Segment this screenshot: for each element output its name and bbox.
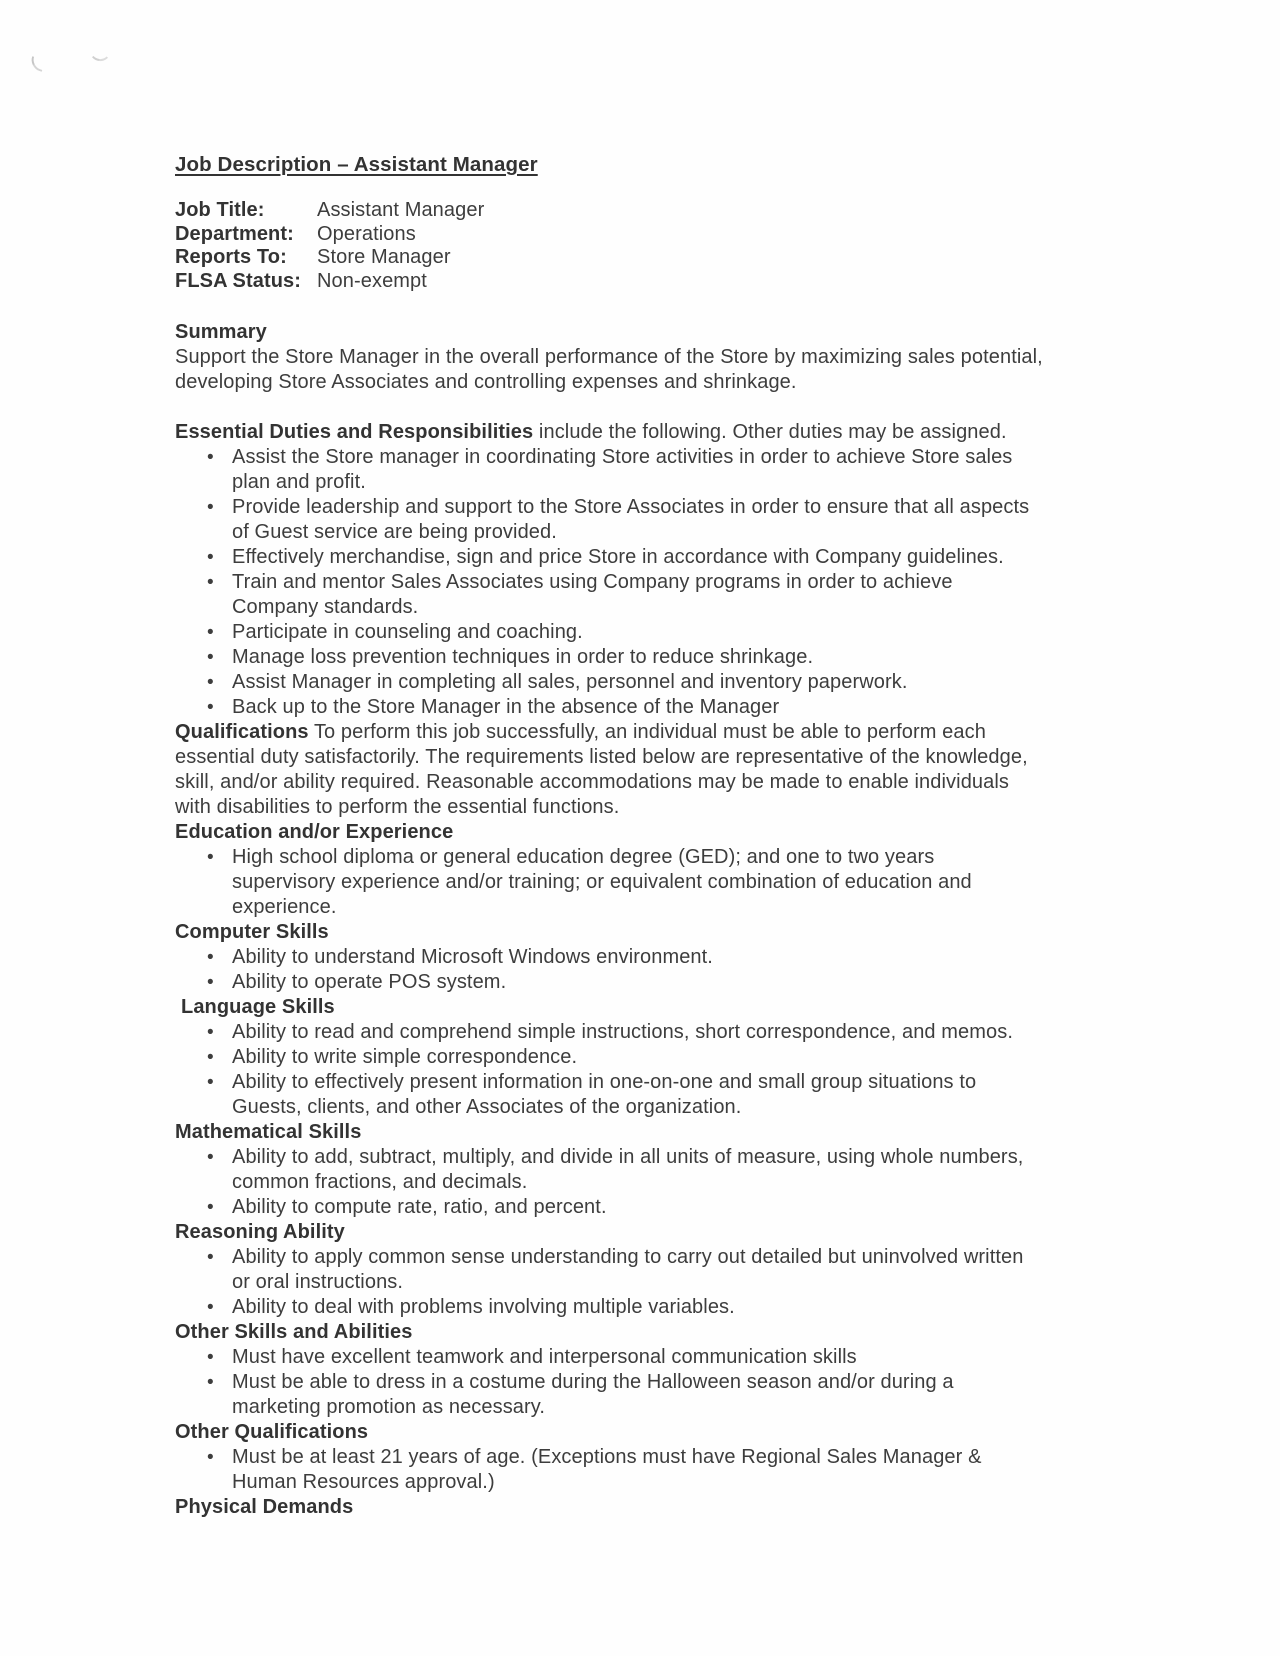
document-title: Job Description – Assistant Manager [175,153,538,176]
section-other-qualifications [175,1420,1043,1495]
bullet-list [175,445,1043,720]
meta-row-reports-to [175,246,1043,270]
bullet-item: • Assist Manager in completing all sales, personnel and inventory paperwork. [207,670,1043,695]
meta-list [175,199,1043,293]
bullet-item: • Ability to read and comprehend simple instructions, short correspondence, and memos. [207,1020,1043,1045]
section-paragraph [175,420,1043,445]
section-reasoning-ability [175,1220,1043,1320]
bullet-item: • Must have excellent teamwork and interpersonal communication skills [207,1345,1043,1370]
bullet-list [175,1345,1043,1420]
meta-row-flsa-status [175,270,1043,294]
section-heading: Reasoning Ability [175,1221,345,1243]
bullet-item: • Participate in counseling and coaching. [207,620,1043,645]
bullet-item: • Manage loss prevention techniques in order to reduce shrinkage. [207,645,1043,670]
section-education-and-or-experience [175,820,1043,920]
meta-label: Department: [175,222,294,245]
meta-value: Store Manager [317,246,451,268]
bullet-item: • Provide leadership and support to the Store Associates in order to ensure that all aspects of Guest service are being provided. [207,495,1043,545]
section-heading: Essential Duties and Responsibilities [175,421,534,443]
pen-mark-icon [92,49,108,65]
bullet-list [175,1145,1043,1220]
section-inline-text: To perform this job successfully, an individual must be able to perform each essential duty satisfactorily. The requirements listed below are representative of the knowledge, skill, and/or ability required. Reasonable accommodations may be made to enable individuals with disabilities to perform the essential functions. [175,721,1028,818]
section-body: Support the Store Manager in the overall performance of the Store by maximizing sales potential, developing Store Associates and controlling expenses and shrinkage. [175,346,1043,393]
section-computer-skills [175,920,1043,995]
bullet-item: • Ability to deal with problems involving multiple variables. [207,1295,1043,1320]
bullet-list [175,945,1043,995]
meta-label: Reports To: [175,246,287,268]
bullet-item: • Ability to understand Microsoft Windows environment. [207,945,1043,970]
bullet-list [175,845,1043,920]
section-heading: Qualifications [175,721,309,743]
document-content [175,152,1043,1520]
section-summary [175,320,1043,395]
bullet-list [175,1020,1043,1120]
meta-value: Non-exempt [317,269,427,292]
bullet-item: • Must be able to dress in a costume during the Halloween season and/or during a marketing promotion as necessary. [207,1370,1043,1420]
section-paragraph [175,720,1043,820]
bullet-item: • Ability to operate POS system. [207,970,1043,995]
section-heading: Other Qualifications [175,1421,369,1443]
section-heading: Other Skills and Abilities [175,1321,413,1343]
section-mathematical-skills [175,1120,1043,1220]
meta-row-job-title [175,199,1043,223]
pen-mark-icon [28,56,45,72]
section-heading: Language Skills [181,996,335,1018]
section-heading: Computer Skills [175,921,329,943]
bullet-item: • Assist the Store manager in coordinating Store activities in order to achieve Store sales plan and profit. [207,445,1043,495]
bullet-item: • Back up to the Store Manager in the absence of the Manager [207,695,1043,720]
section-other-skills-and-abilities [175,1320,1043,1420]
bullet-item: • Ability to effectively present information in one-on-one and small group situations to Guests, clients, and other Associates of the organization. [207,1070,1043,1120]
bullet-list [175,1245,1043,1320]
section-language-skills [175,995,1043,1120]
section-essential-duties-and-responsibilities [175,420,1043,720]
section-heading: Education and/or Experience [175,821,454,843]
section-physical-demands [175,1495,1043,1520]
bullet-item: • Effectively merchandise, sign and price Store in accordance with Company guidelines. [207,545,1043,570]
bullet-item: • Train and mentor Sales Associates using Company programs in order to achieve Company standards. [207,570,1043,620]
bullet-item: • Ability to add, subtract, multiply, and divide in all units of measure, using whole numbers, common fractions, and decimals. [207,1145,1043,1195]
bullet-item: • Ability to write simple correspondence. [207,1045,1043,1070]
section-heading: Mathematical Skills [175,1121,362,1143]
bullet-list [175,1445,1043,1495]
section-heading: Summary [175,321,267,343]
bullet-item: • Ability to apply common sense understanding to carry out detailed but uninvolved written or oral instructions. [207,1245,1043,1295]
sections-container [175,320,1043,1520]
bullet-item: • Ability to compute rate, ratio, and percent. [207,1195,1043,1220]
meta-label: Job Title: [175,199,265,221]
meta-value: Operations [317,222,416,245]
bullet-item: • High school diploma or general education degree (GED); and one to two years supervisory experience and/or training; or equivalent combination of education and experience. [207,845,1043,920]
bullet-item: • Must be at least 21 years of age. (Exceptions must have Regional Sales Manager & Human Resources approval.) [207,1445,1043,1495]
meta-label: FLSA Status: [175,269,302,292]
section-inline-text: include the following. Other duties may be assigned. [538,421,1007,443]
section-heading: Physical Demands [175,1496,354,1518]
section-qualifications [175,720,1043,820]
meta-row-department [175,223,1043,247]
meta-value: Assistant Manager [317,199,485,221]
